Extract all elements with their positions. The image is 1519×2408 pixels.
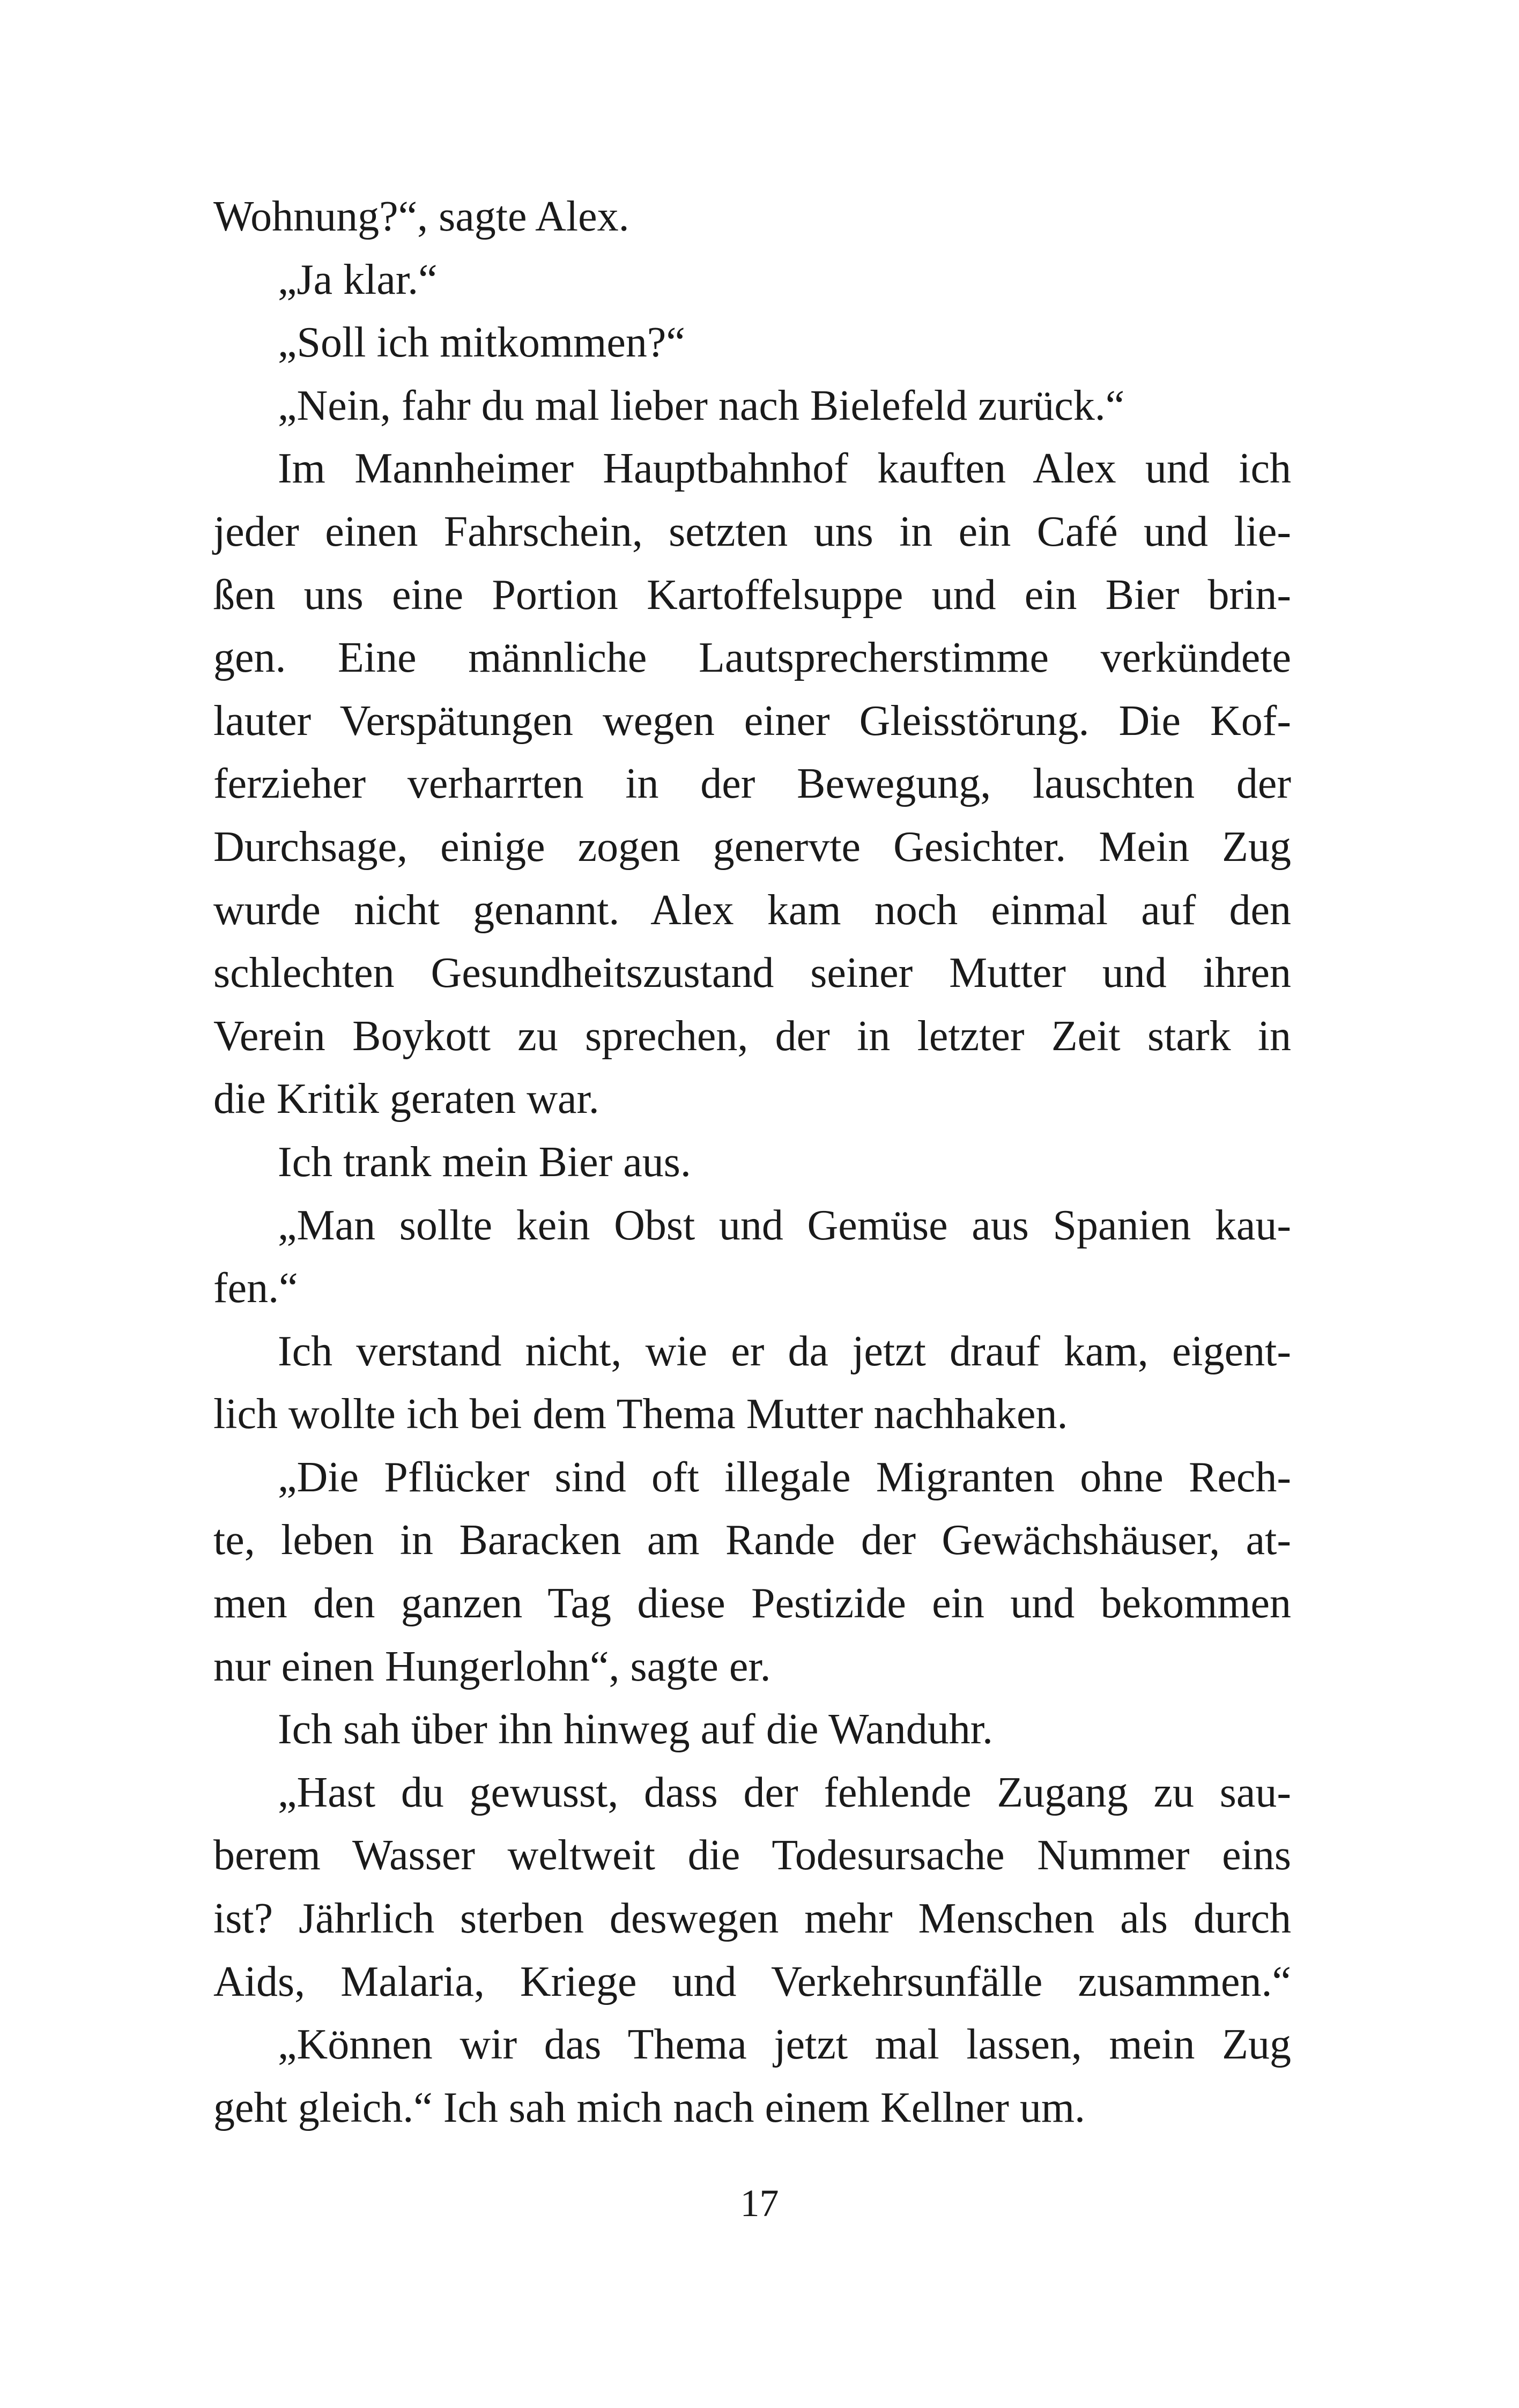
text-line: berem Wasser weltweit die Todesursache Nummer eins [213, 1832, 1291, 1879]
text-line: „Nein, fahr du mal lieber nach Bielefeld zurück.“ [278, 382, 1125, 429]
text-line: die Kritik geraten war. [213, 1075, 599, 1123]
text-line: „Die Pflücker sind oft illegale Migranten ohne Rech- [278, 1453, 1291, 1501]
text-line: „Soll ich mitkommen?“ [278, 319, 685, 367]
text-line: „Können wir das Thema jetzt mal lassen, mein Zug [278, 2021, 1291, 2069]
text-line: Durchsage, einige zogen genervte Gesichter. Mein Zug [213, 823, 1291, 871]
text-line: lauter Verspätungen wegen einer Gleisstörung. Die Kof- [213, 697, 1291, 745]
page-number: 17 [740, 2182, 779, 2225]
text-line: nur einen Hungerlohn“, sagte er. [213, 1643, 771, 1690]
text-line: gen. Eine männliche Lautsprecherstimme verkündete [213, 634, 1291, 682]
text-line: „Hast du gewusst, dass der fehlende Zugang zu sau- [278, 1768, 1291, 1816]
text-line: schlechten Gesundheitszustand seiner Mutter und ihren [213, 949, 1291, 997]
text-line: wurde nicht genannt. Alex kam noch einmal auf den [213, 886, 1291, 934]
text-line: ßen uns eine Portion Kartoffelsuppe und ein Bier brin- [213, 571, 1291, 619]
text-line: Im Mannheimer Hauptbahnhof kauften Alex und ich [278, 445, 1291, 493]
text-line: lich wollte ich bei dem Thema Mutter nachhaken. [213, 1391, 1068, 1438]
text-line: „Ja klar.“ [278, 256, 438, 303]
text-line: geht gleich.“ Ich sah mich nach einem Kellner um. [213, 2084, 1086, 2131]
text-line: Ich trank mein Bier aus. [278, 1138, 691, 1186]
text-line: Verein Boykott zu sprechen, der in letzter Zeit stark in [213, 1012, 1291, 1060]
text-line: fen.“ [213, 1265, 298, 1312]
text-line: men den ganzen Tag diese Pestizide ein und bekommen [213, 1580, 1291, 1627]
text-line: te, leben in Baracken am Rande der Gewächshäuser, at- [213, 1517, 1291, 1564]
text-line: jeder einen Fahrschein, setzten uns in ein Café und lie- [213, 508, 1291, 555]
text-line: Wohnung?“, sagte Alex. [213, 193, 629, 240]
body-text [213, 185, 1291, 2139]
text-line: Ich sah über ihn hinweg auf die Wanduhr. [278, 1706, 993, 1753]
text-line: ist? Jährlich sterben deswegen mehr Menschen als durch [213, 1895, 1291, 1943]
text-line: Ich verstand nicht, wie er da jetzt drauf kam, eigent- [278, 1327, 1291, 1375]
text-line: ferzieher verharrten in der Bewegung, lauschten der [213, 760, 1291, 808]
text-line: Aids, Malaria, Kriege und Verkehrsunfälle zusammen.“ [213, 1958, 1291, 2005]
text-line: „Man sollte kein Obst und Gemüse aus Spanien kau- [278, 1201, 1291, 1249]
